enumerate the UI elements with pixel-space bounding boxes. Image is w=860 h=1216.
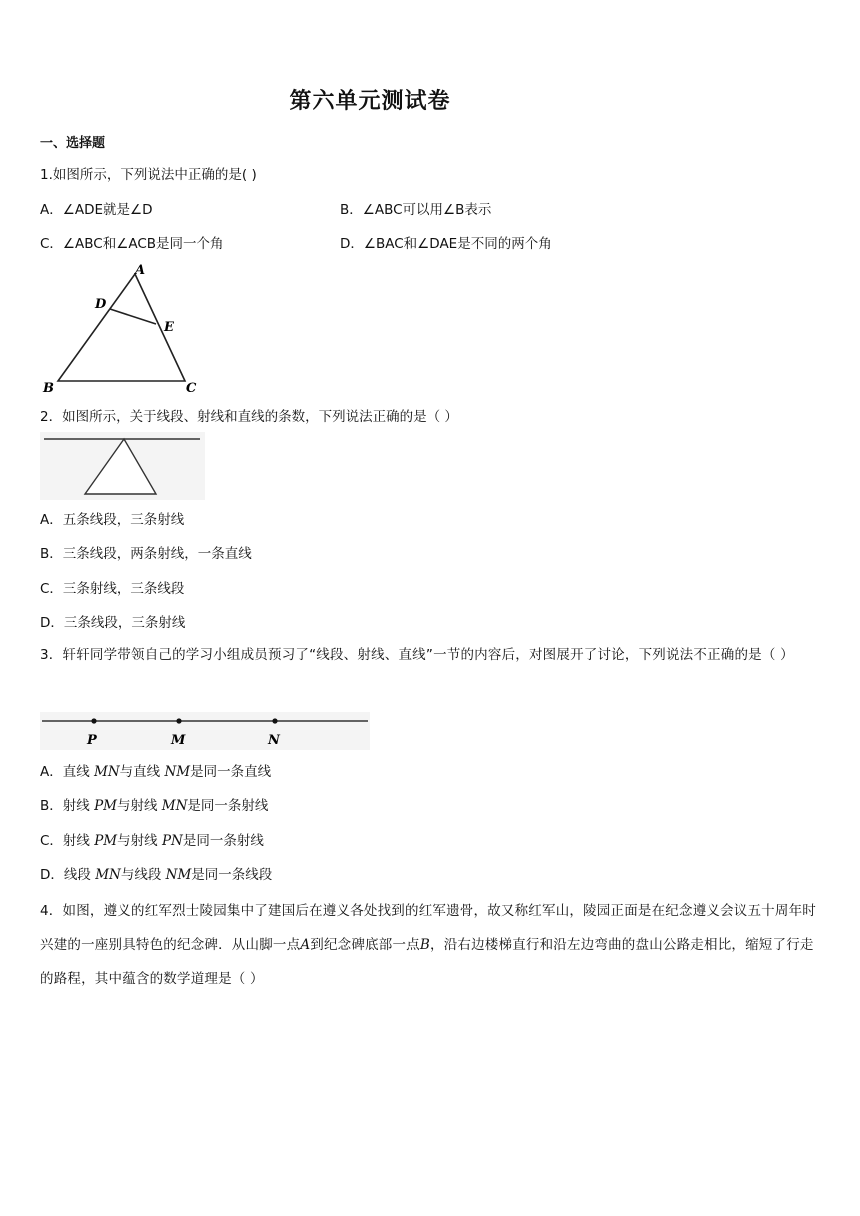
q2-stem: 2．如图所示，关于线段、射线和直线的条数，下列说法正确的是（ ）	[40, 409, 458, 425]
text: 到纪念碑底部一点	[310, 937, 420, 953]
label-n: N	[268, 733, 280, 748]
text: B．射线	[40, 798, 95, 814]
q2-option-d: D．三条线段，三条射线	[40, 615, 186, 631]
label-e: E	[164, 320, 174, 335]
text: 是同一条线段	[191, 867, 273, 883]
q2-option-a: A．五条线段，三条射线	[40, 512, 185, 528]
var: NM	[164, 764, 191, 780]
point-p	[91, 718, 96, 723]
var: A	[300, 937, 311, 953]
var: B	[419, 937, 430, 953]
text: 与线段	[120, 867, 166, 883]
q1-option-d: D．∠BAC和∠DAE是不同的两个角	[340, 236, 552, 252]
q3-option-d	[40, 865, 272, 885]
q2-option-c: C．三条射线，三条线段	[40, 581, 185, 597]
label-p: P	[87, 733, 97, 748]
text: 与直线	[119, 764, 165, 780]
text: 与射线	[117, 833, 162, 849]
q1-option-b: B．∠ABC可以用∠B表示	[340, 202, 492, 218]
text: 是同一条直线	[190, 764, 272, 780]
var: PM	[94, 833, 118, 849]
var: PM	[94, 798, 117, 814]
q1-triangle-figure	[40, 262, 210, 397]
label-m: M	[171, 733, 186, 748]
text: 是同一条射线	[182, 833, 264, 849]
text: 与射线	[116, 798, 162, 814]
var: PN	[161, 833, 183, 849]
q1-option-a: A．∠ADE就是∠D	[40, 202, 153, 218]
point-n	[272, 718, 277, 723]
q1-stem: 1.如图所示，下列说法中正确的是( )	[40, 167, 257, 183]
q2-figure	[40, 432, 205, 500]
point-m	[176, 718, 181, 723]
var: NM	[165, 867, 192, 883]
q3-option-c	[40, 831, 264, 851]
text: A．直线	[40, 764, 95, 780]
text: 是同一条射线	[187, 798, 269, 814]
q3-option-a	[40, 762, 271, 782]
var: MN	[94, 764, 120, 780]
page-title: 第六单元测试卷	[289, 88, 451, 114]
q3-stem: 3．轩轩同学带领自己的学习小组成员预习了“线段、射线、直线”一节的内容后，对图展开了讨论，下列说法不正确的是（ ）	[40, 647, 794, 663]
label-a: A	[135, 263, 146, 278]
q1-option-c: C．∠ABC和∠ACB是同一个角	[40, 236, 224, 252]
label-c: C	[186, 381, 197, 396]
text: D．线段	[40, 867, 96, 883]
text: C．射线	[40, 833, 95, 849]
section-heading: 一、选择题	[40, 136, 106, 151]
text: ，沿右边楼梯直行和沿左边弯曲的盘山公路走相比，缩短了行走的路程，其中蕴含的数学道理是（ ）	[40, 937, 814, 987]
q3-line-figure	[40, 712, 370, 750]
text: 4．如图，遵义的红军烈士陵园集中了建国后在遵义各处找到的红军遗骨，故又称红军山，陵园正面是在纪念遵义会议五十周年时兴建的一座别具特色的纪念碑．从山脚一点	[40, 903, 816, 953]
q2-option-b: B．三条线段，两条射线，一条直线	[40, 546, 252, 562]
label-b: B	[43, 381, 54, 396]
segment-de	[110, 309, 156, 324]
label-d: D	[95, 297, 107, 312]
q3-option-b	[40, 796, 268, 816]
q4-stem	[40, 894, 822, 996]
var: MN	[95, 867, 121, 883]
var: MN	[161, 798, 188, 814]
